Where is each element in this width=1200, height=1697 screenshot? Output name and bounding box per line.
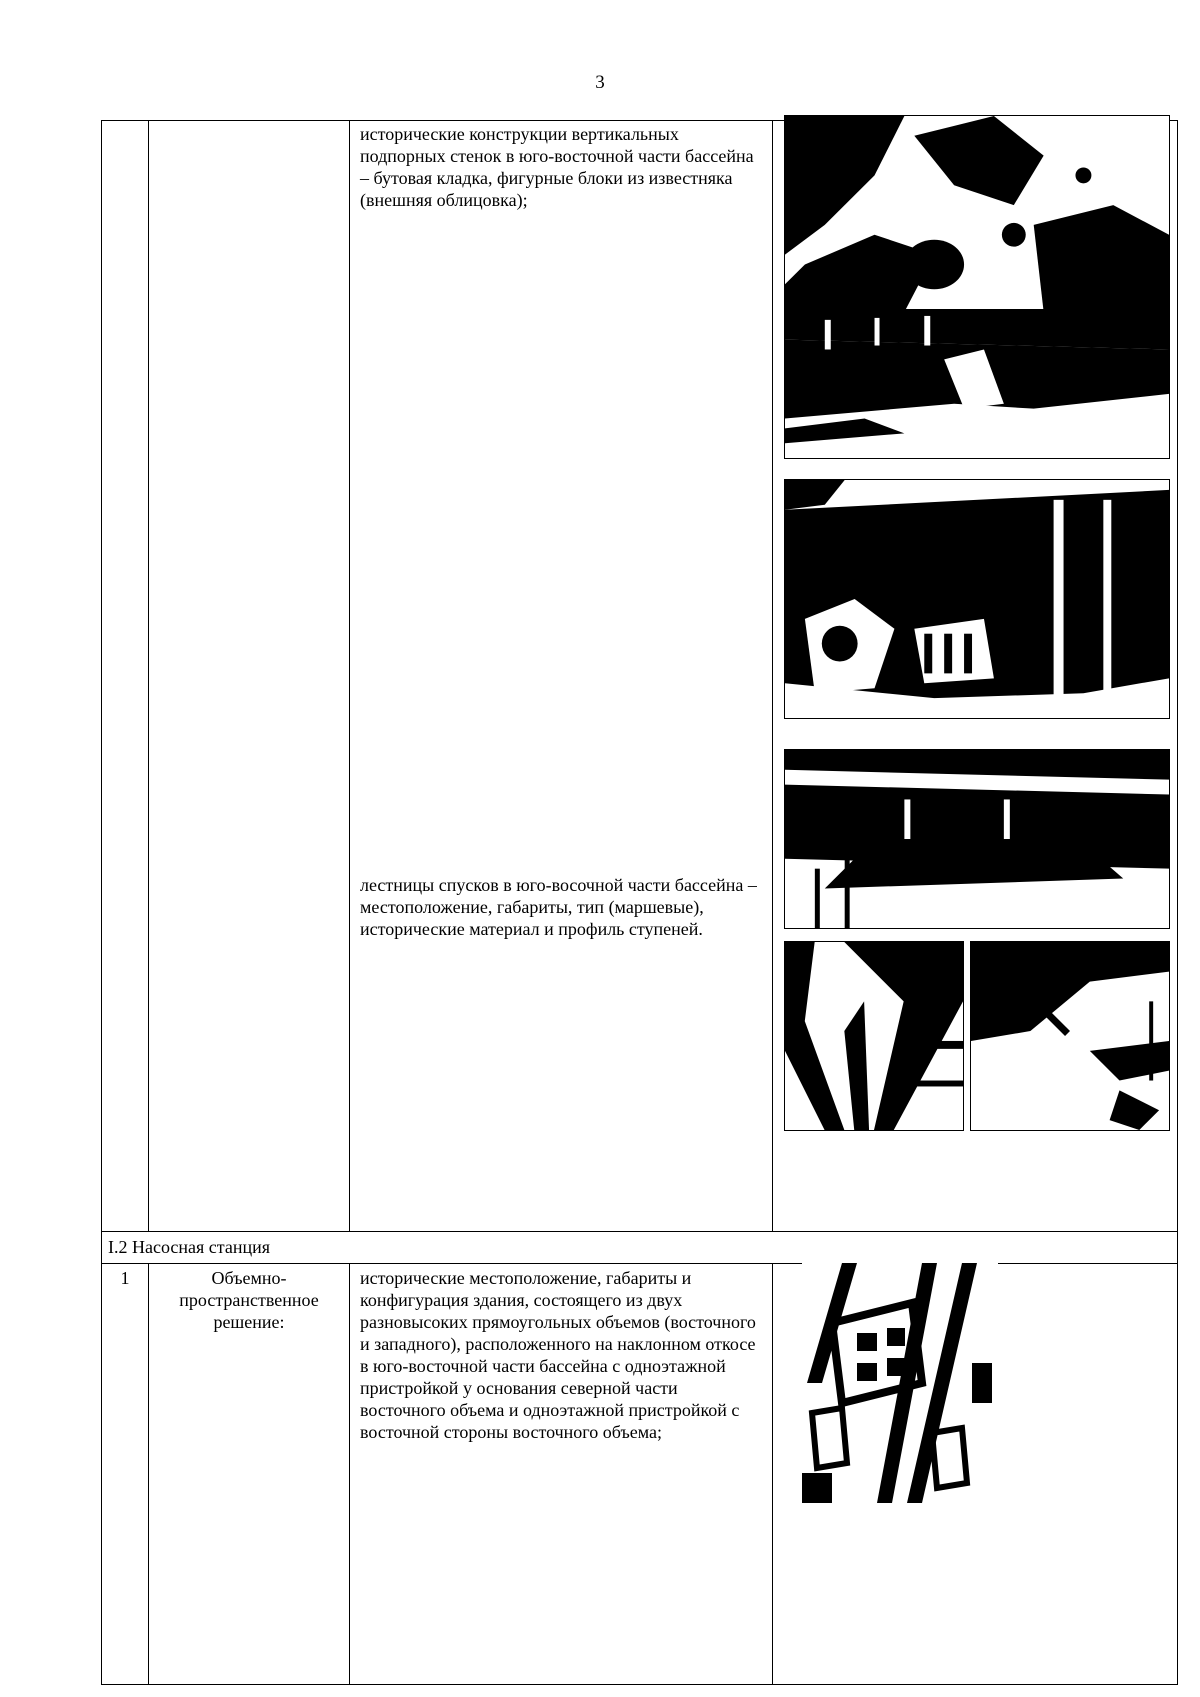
- page-number: 3: [595, 72, 605, 93]
- col-divider-1: [148, 121, 149, 1231]
- col-divider-2: [349, 121, 350, 1231]
- row-number: 1: [120, 1268, 130, 1288]
- photo-pumping-station-map: [802, 1263, 998, 1503]
- photo-retaining-wall-3: [784, 479, 1170, 719]
- row-category: Объемно-пространственное решение:: [179, 1268, 319, 1332]
- photo-stairs-1: [784, 749, 1170, 929]
- photo-stairs-3: [970, 941, 1170, 1131]
- section-header-pumping-station: I.2 Насосная станция: [108, 1237, 271, 1257]
- stairs-description: лестницы спусков в юго-восочной части бассейна – местоположение, габариты, тип (маршевые), исторические материал и профиль ступеней.: [360, 875, 757, 939]
- col-divider-3-lower: [772, 1263, 773, 1684]
- row-description: исторические местоположение, габариты и конфигурация здания, состоящего из двух разновысоких прямоугольных объемов (восточного и западного), расположенного на наклонном откосе в юго-восточной части бассейна с одноэтажной пристройкой у основания северной части восточного объема и одноэтажной пристройкой с восточной стороны восточного объема;: [360, 1268, 756, 1442]
- photo-retaining-wall-1: [784, 115, 1170, 313]
- photo-retaining-wall-2: [784, 309, 1170, 459]
- col-divider-2-lower: [349, 1263, 350, 1684]
- photo-stairs-2: [784, 941, 964, 1131]
- retaining-walls-description: исторические конструкции вертикальных подпорных стенок в юго-восточной части бассейна – бутовая кладка, фигурные блоки из известняка (внешняя облицовка);: [360, 124, 754, 210]
- section-row-bottom: [102, 1263, 1177, 1264]
- col-divider-3: [772, 121, 773, 1231]
- section-row-top: [102, 1231, 1177, 1232]
- col-divider-1-lower: [148, 1263, 149, 1684]
- protected-features-table: [101, 120, 1178, 1685]
